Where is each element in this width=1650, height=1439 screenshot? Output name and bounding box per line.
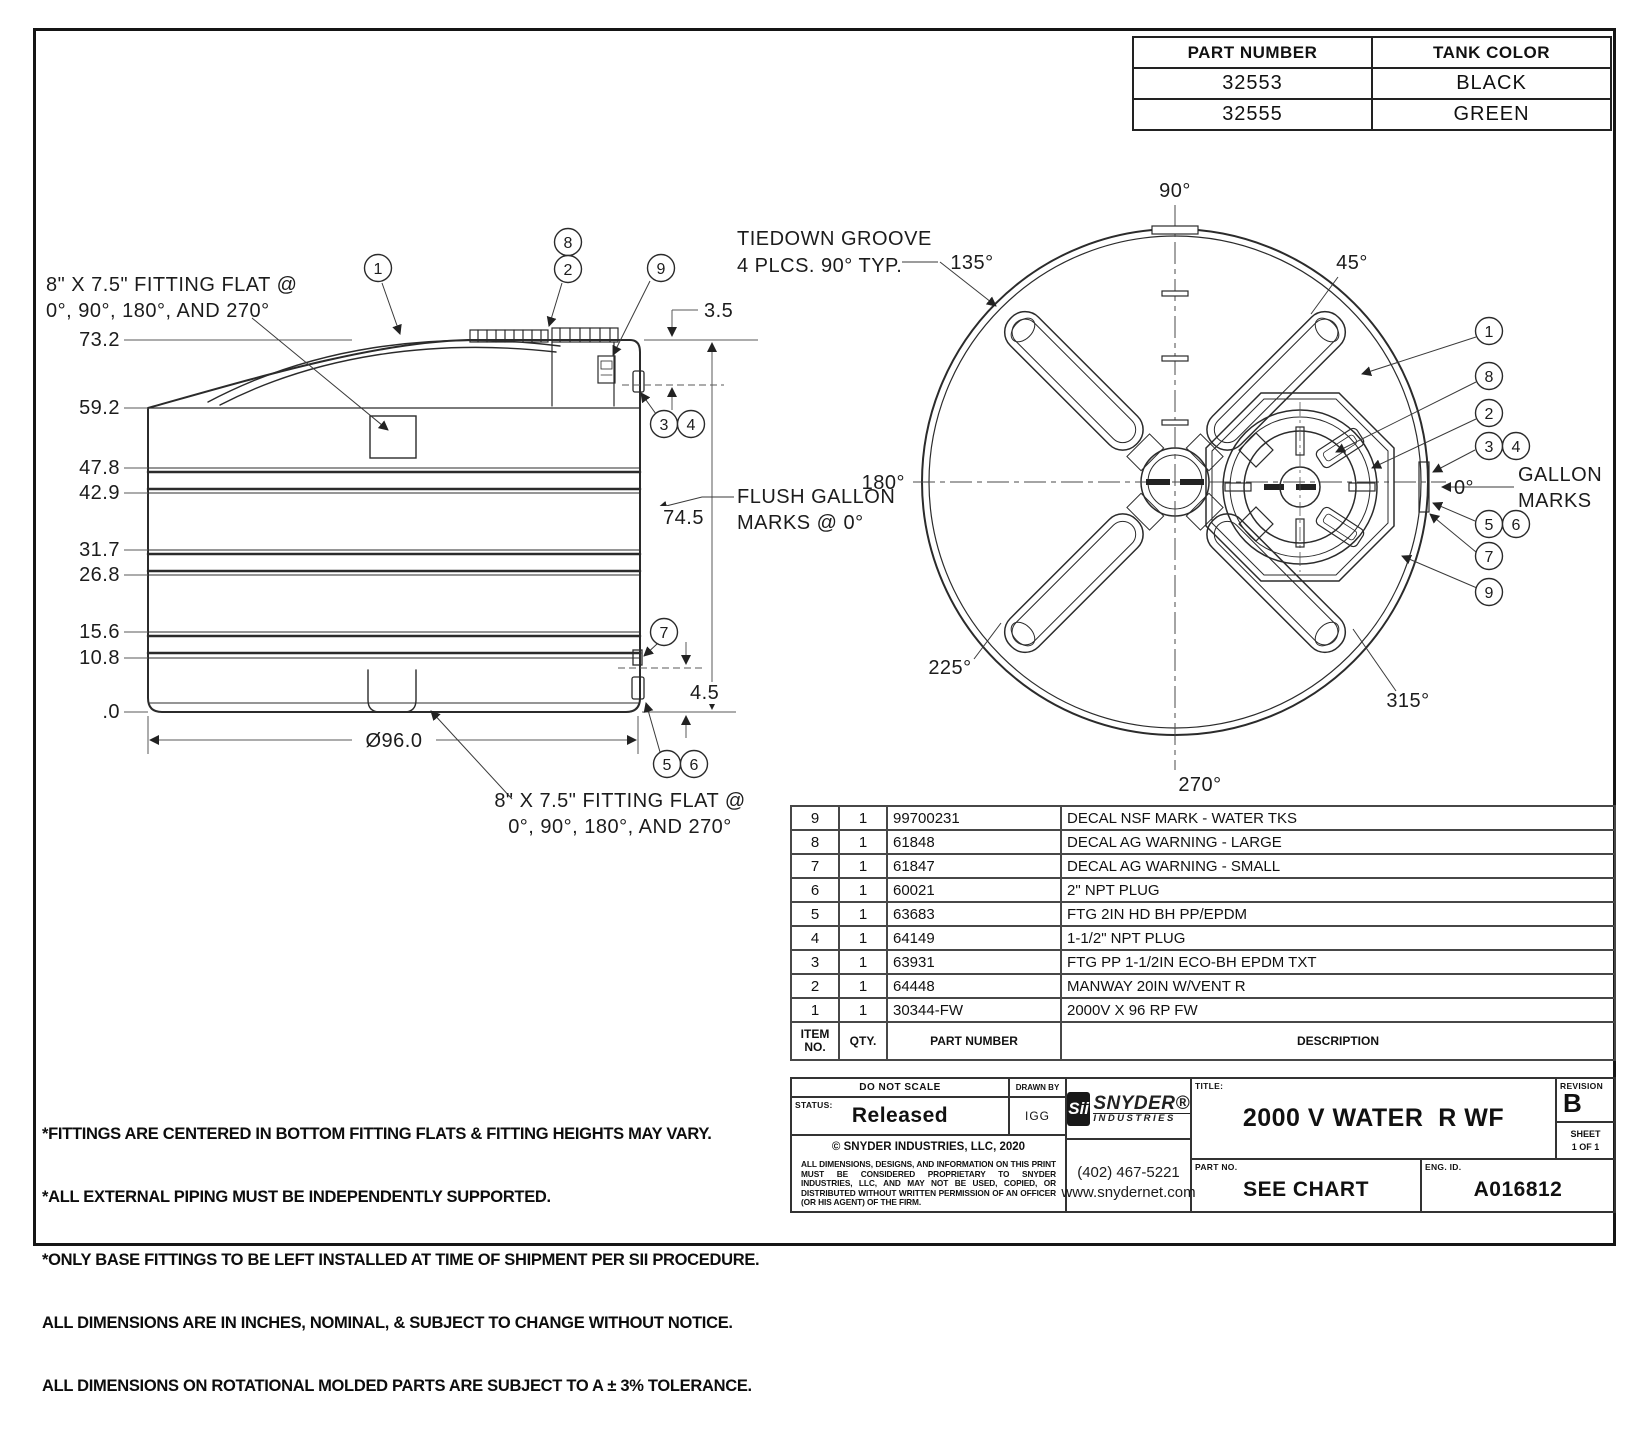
height-label: 47.8 — [79, 457, 120, 479]
sii-logo-icon: Sii — [1067, 1092, 1090, 1126]
svg-text:2: 2 — [563, 262, 573, 279]
status-box — [792, 1098, 1010, 1136]
bom-item: 7 — [791, 854, 839, 878]
side-fitting-bottom — [632, 677, 644, 699]
tiedown-l2: 4 PLCS. 90° TYP. — [737, 255, 903, 277]
eng-id-value: A016812 — [1473, 1177, 1563, 1201]
angle-label-180: 180° — [861, 472, 905, 494]
dim-top-label: 3.5 — [704, 300, 734, 322]
svg-text:6: 6 — [689, 757, 699, 774]
note-line: *ALL EXTERNAL PIPING MUST BE INDEPENDENTLY SUPPORTED. — [42, 1188, 551, 1206]
svg-text:3: 3 — [1484, 439, 1494, 456]
bom-part: 64448 — [887, 974, 1061, 998]
bom-part: 60021 — [887, 878, 1061, 902]
svg-text:9: 9 — [1484, 585, 1494, 602]
title-block — [790, 1077, 1616, 1213]
eng-id-label: ENG. ID. — [1425, 1162, 1462, 1172]
logo-subname: INDUSTRIES — [1093, 1113, 1190, 1124]
part-no-label: PART NO. — [1195, 1162, 1238, 1172]
height-label: 26.8 — [79, 564, 120, 586]
eng-id-box — [1422, 1160, 1614, 1211]
bom-item: 5 — [791, 902, 839, 926]
bom-desc: DECAL AG WARNING - SMALL — [1061, 854, 1615, 878]
height-label: .0 — [102, 701, 120, 723]
bom-item: 2 — [791, 974, 839, 998]
bom-desc: MANWAY 20IN W/VENT R — [1061, 974, 1615, 998]
bom-part: 99700231 — [887, 806, 1061, 830]
bom-header-item: ITEM NO. — [791, 1022, 839, 1060]
legal-text: ALL DIMENSIONS, DESIGNS, AND INFORMATION ON THIS PRINT MUST BE CONSIDERED PROPRIETARY TO SNYDER INDUSTRIES, LLC, AND MAY NOT BE USED, COPIED, OR DISTRIBUTED WITHOUT WRITTEN PERMISSION OF AN OFFICER (OR HIS AGENT) OF THE FIRM. — [801, 1159, 1056, 1208]
bom-row — [791, 854, 1615, 878]
bom-desc: DECAL NSF MARK - WATER TKS — [1061, 806, 1615, 830]
balloons — [365, 229, 1530, 778]
revision-value: B — [1563, 1088, 1582, 1118]
dim-bottom-label: 4.5 — [690, 682, 720, 704]
bom-row — [791, 902, 1615, 926]
bom-desc: FTG 2IN HD BH PP/EPDM — [1061, 902, 1615, 926]
sheet-box — [1557, 1123, 1614, 1160]
copyright-text: © SNYDER INDUSTRIES, LLC, 2020 — [831, 1141, 1026, 1153]
note-line: *FITTINGS ARE CENTERED IN BOTTOM FITTING FLATS & FITTING HEIGHTS MAY VARY. — [42, 1125, 712, 1143]
sheet-label: SHEET — [1570, 1128, 1601, 1139]
side-leaders — [252, 281, 734, 799]
fitting-callout-top-l2: 0°, 90°, 180°, AND 270° — [46, 300, 270, 322]
center-dashes — [1146, 479, 1316, 490]
bom-desc: FTG PP 1-1/2IN ECO-BH EPDM TXT — [1061, 950, 1615, 974]
angle-label-135: 135° — [950, 252, 994, 274]
bom-row — [791, 974, 1615, 998]
title-block-middle — [1061, 1079, 1196, 1211]
tank-color-cell: BLACK — [1372, 68, 1611, 99]
revision-box — [1557, 1079, 1614, 1123]
bom-part: 30344-FW — [887, 998, 1061, 1022]
drawn-by-label: DRAWN BY — [1010, 1079, 1067, 1098]
svg-text:7: 7 — [659, 625, 669, 642]
svg-text:8: 8 — [1484, 369, 1494, 386]
side-texts — [46, 228, 932, 838]
angle-label-315: 315° — [1386, 690, 1430, 712]
bom-header-qty: QTY. — [839, 1022, 887, 1060]
do-not-scale: DO NOT SCALE — [792, 1079, 1010, 1098]
svg-text:2: 2 — [1484, 406, 1494, 423]
tank-profile — [148, 340, 640, 712]
bom-part: 63931 — [887, 950, 1061, 974]
diameter-label: Ø96.0 — [365, 730, 423, 752]
contact-box — [1061, 1140, 1196, 1211]
nsf-decal — [598, 356, 615, 383]
flush-gallon-l2: MARKS @ 0° — [737, 512, 864, 534]
bom-qty: 1 — [839, 974, 887, 998]
fitting-callout-bottom-l1: 8" X 7.5" FITTING FLAT @ — [494, 790, 746, 812]
bom-item: 8 — [791, 830, 839, 854]
legal-box — [792, 1136, 1067, 1211]
bom-desc: 2000V X 96 RP FW — [1061, 998, 1615, 1022]
tiedown-lane — [997, 490, 1167, 660]
svg-text:1: 1 — [1484, 324, 1494, 341]
col-header-part-number: PART NUMBER — [1133, 37, 1372, 68]
bom-desc: DECAL AG WARNING - LARGE — [1061, 830, 1615, 854]
side-fitting-top — [633, 371, 644, 392]
logo-name: SNYDER® — [1093, 1092, 1190, 1114]
tank-color-cell: GREEN — [1372, 99, 1611, 130]
bom-desc: 2" NPT PLUG — [1061, 878, 1615, 902]
sheet-value: 1 OF 1 — [1571, 1141, 1600, 1152]
title-label: TITLE: — [1195, 1081, 1224, 1091]
drawn-by-value: IGG — [1010, 1098, 1067, 1136]
bom-item: 9 — [791, 806, 839, 830]
drawing-title: 2000 V WATER R WF — [1242, 1104, 1505, 1132]
angle-label-225: 225° — [928, 657, 972, 679]
part-no-value: SEE CHART — [1243, 1177, 1369, 1201]
bom-part: 61848 — [887, 830, 1061, 854]
part-number-cell: 32555 — [1133, 99, 1372, 130]
angle-label-90: 90° — [1159, 180, 1191, 202]
height-label: 10.8 — [79, 647, 120, 669]
col-header-tank-color: TANK COLOR — [1372, 37, 1611, 68]
bom-row — [791, 830, 1615, 854]
note-line: ALL DIMENSIONS ON ROTATIONAL MOLDED PARTS ARE SUBJECT TO A ± 3% TOLERANCE. — [42, 1377, 752, 1395]
bom-qty: 1 — [839, 878, 887, 902]
part-number-cell: 32553 — [1133, 68, 1372, 99]
bom-desc: 1-1/2" NPT PLUG — [1061, 926, 1615, 950]
bom-qty: 1 — [839, 926, 887, 950]
svg-text:3: 3 — [659, 417, 669, 434]
bom-part: 61847 — [887, 854, 1061, 878]
part-no-box — [1192, 1160, 1422, 1211]
bom-part: 64149 — [887, 926, 1061, 950]
phone-number: (402) 467-5221 — [1077, 1164, 1180, 1181]
note-line: *ONLY BASE FITTINGS TO BE LEFT INSTALLED AT TIME OF SHIPMENT PER SII PROCEDURE. — [42, 1251, 760, 1269]
general-notes — [42, 1082, 759, 1439]
side-dimensions — [124, 310, 758, 754]
bom-qty: 1 — [839, 854, 887, 878]
tiedown-lane — [997, 304, 1167, 474]
svg-text:8: 8 — [563, 235, 573, 252]
bom-qty: 1 — [839, 806, 887, 830]
overall-height-label: 74.5 — [663, 507, 704, 529]
height-label: 15.6 — [79, 621, 120, 643]
title-block-right — [1192, 1079, 1614, 1211]
svg-text:4: 4 — [1511, 439, 1521, 456]
bom-item: 3 — [791, 950, 839, 974]
tank-ribs — [148, 468, 640, 703]
svg-text:9: 9 — [656, 261, 666, 278]
bom-row — [791, 806, 1615, 830]
note-line: ALL DIMENSIONS ARE IN INCHES, NOMINAL, & SUBJECT TO CHANGE WITHOUT NOTICE. — [42, 1314, 733, 1332]
title-box — [1192, 1079, 1557, 1160]
bom-qty: 1 — [839, 950, 887, 974]
top-texts — [862, 180, 1603, 796]
angle-label-0: 0° — [1453, 477, 1475, 499]
fitting-callout-bottom-l2: 0°, 90°, 180°, AND 270° — [508, 816, 732, 838]
tiedown-l1: TIEDOWN GROOVE — [737, 228, 932, 250]
bom-row — [791, 878, 1615, 902]
height-label: 31.7 — [79, 539, 120, 561]
bom-part: 63683 — [887, 902, 1061, 926]
tiedown-lane — [1183, 304, 1353, 474]
dome-rib — [220, 347, 556, 405]
svg-text:1: 1 — [373, 261, 383, 278]
height-label: 59.2 — [79, 397, 120, 419]
bom-header-row — [791, 1022, 1615, 1060]
bom-header-desc: DESCRIPTION — [1061, 1022, 1615, 1060]
bom-qty: 1 — [839, 830, 887, 854]
bom-header-part: PART NUMBER — [887, 1022, 1061, 1060]
bom-item: 4 — [791, 926, 839, 950]
status-value: Released — [851, 1104, 949, 1127]
revision-label: REVISION — [1560, 1081, 1604, 1091]
snyder-logo — [1067, 1079, 1192, 1140]
svg-text:4: 4 — [686, 417, 696, 434]
website: www.snydernet.com — [1061, 1184, 1196, 1201]
svg-text:5: 5 — [662, 757, 672, 774]
status-label: STATUS: — [795, 1100, 833, 1110]
bom-table — [790, 805, 1616, 1061]
bom-row — [791, 950, 1615, 974]
bom-item: 1 — [791, 998, 839, 1022]
side-view — [148, 328, 644, 712]
fitting-flat-bottom — [368, 670, 416, 712]
top-view — [913, 205, 1446, 770]
fitting-flat-mid — [370, 416, 416, 458]
height-label: 42.9 — [79, 482, 120, 504]
angle-label-270: 270° — [1178, 774, 1222, 796]
angle-label-45: 45° — [1336, 252, 1368, 274]
gallon-marks-l2: MARKS — [1518, 490, 1592, 512]
bom-item: 6 — [791, 878, 839, 902]
bom-row — [791, 926, 1615, 950]
gallon-marks-l1: GALLON — [1518, 464, 1603, 486]
bom-row — [791, 998, 1615, 1022]
flush-gallon-l1: FLUSH GALLON — [737, 486, 896, 508]
svg-text:6: 6 — [1511, 517, 1521, 534]
title-block-left — [792, 1079, 1067, 1211]
fitting-callout-top-l1: 8" X 7.5" FITTING FLAT @ — [46, 274, 298, 296]
svg-text:7: 7 — [1484, 549, 1494, 566]
bom-qty: 1 — [839, 998, 887, 1022]
height-label: 73.2 — [79, 329, 120, 351]
bom-qty: 1 — [839, 902, 887, 926]
manway-assembly — [1206, 393, 1394, 581]
svg-text:5: 5 — [1484, 517, 1494, 534]
